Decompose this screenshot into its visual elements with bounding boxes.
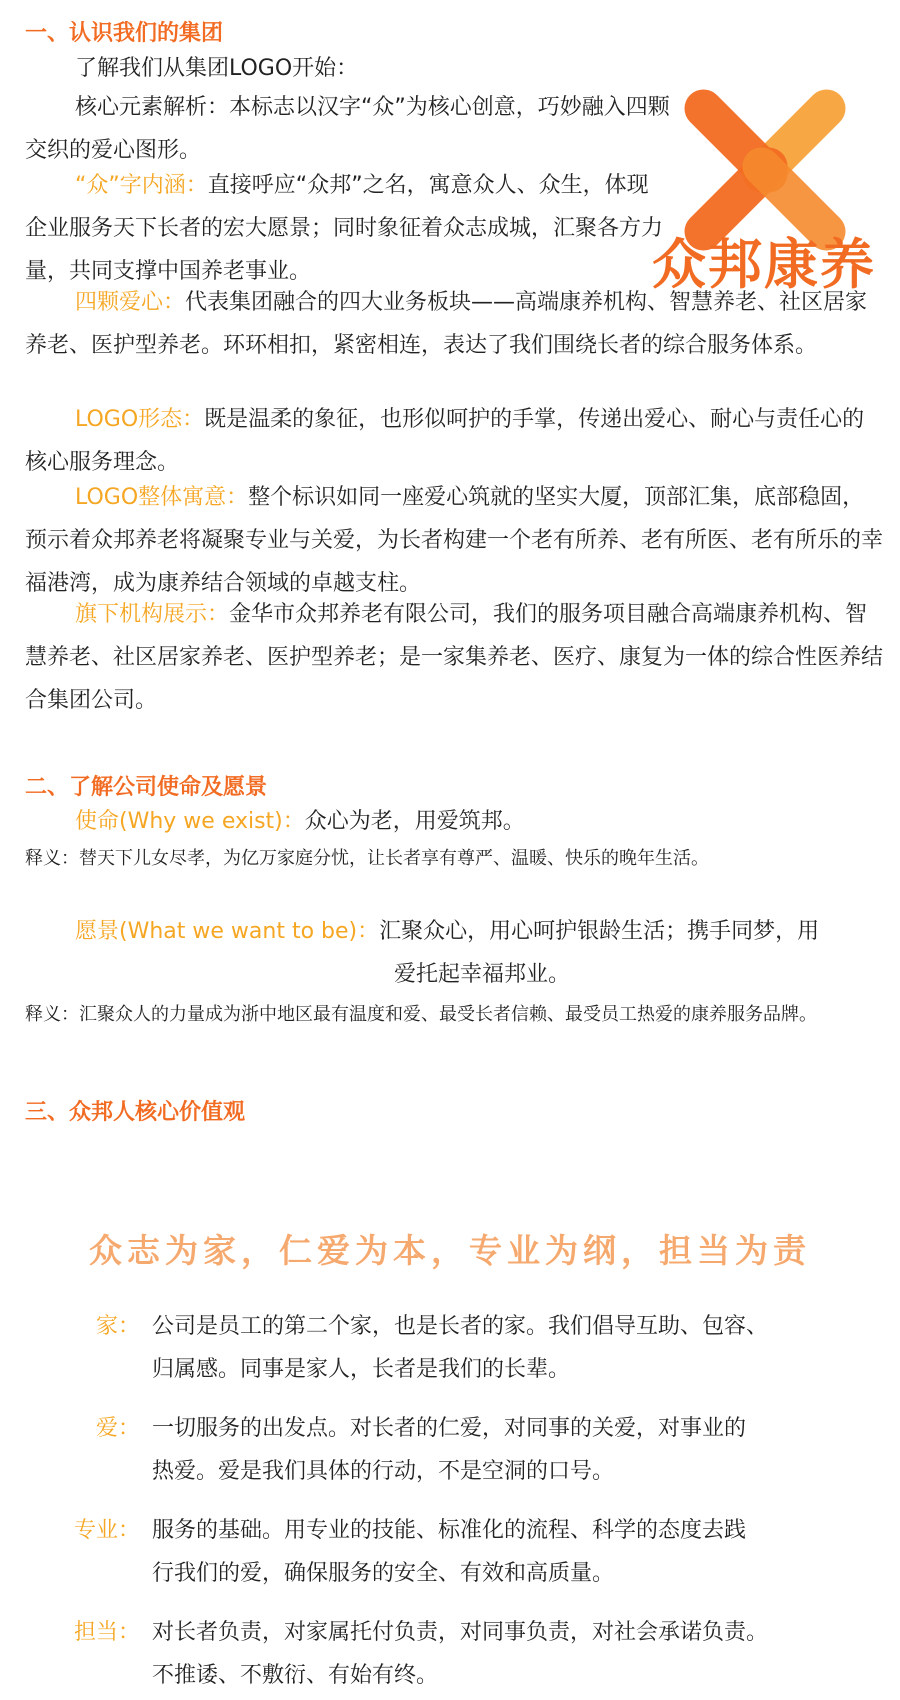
intro-text: 了解我们从集团LOGO开始：: [75, 56, 359, 81]
value-professional-line2: 行我们的爱，确保服务的安全、有效和高质量。: [152, 1561, 615, 1586]
value-home-text: [152, 1305, 832, 1391]
value-responsibility-text: [152, 1611, 832, 1697]
mission-line: [75, 800, 525, 843]
value-love-text: [152, 1407, 832, 1493]
value-responsibility-label: 担当：: [73, 1620, 140, 1645]
vision-label: 愿景(What we want to be)：: [75, 919, 380, 944]
logo-meaning-paragraph: [25, 476, 885, 605]
mission-label: 使命(Why we exist)：: [75, 809, 305, 834]
core-values-banner: 众志为家，仁爱为本，专业为纲，担当为责: [89, 1231, 811, 1270]
logo-shape-paragraph: [25, 398, 885, 484]
value-professional-label: 专业：: [73, 1518, 140, 1543]
vision-text-line1: 汇聚众心，用心呵护银龄生活；携手同梦，用: [379, 919, 820, 944]
zhong-meaning-label: “众”字内涵：: [75, 173, 208, 198]
logo-wordmark: 众邦康养: [652, 233, 876, 296]
vision-line: [75, 910, 819, 953]
vision-note: 释义：汇聚众人的力量成为浙中地区最有温度和爱、最受长者信赖、最受员工热爱的康养服务品牌。: [25, 1004, 817, 1025]
value-responsibility-line2: 不推诿、不敷衍、有始有终。: [152, 1663, 439, 1688]
value-home-line1: 公司是员工的第二个家，也是长者的家。我们倡导互助、包容、: [152, 1314, 769, 1339]
value-love-line1: 一切服务的出发点。对长者的仁爱，对同事的关爱，对事业的: [152, 1416, 747, 1441]
value-professional-text: [152, 1509, 832, 1595]
logo-meaning-text: 整个标识如同一座爱心筑就的坚实大厦，顶部汇集，底部稳固，预示着众邦养老将凝聚专业与关爱，为长者构建一个老有所养、老有所医、老有所乐的幸福港湾，成为康养结合领域的卓越支柱。: [25, 485, 884, 596]
core-element-paragraph: [25, 86, 670, 172]
vision-text-line2: 爱托起幸福邦业。: [394, 962, 571, 987]
logo-shape-text: 既是温柔的象征，也形似呵护的手掌，传递出爱心、耐心与责任心的核心服务理念。: [25, 407, 865, 475]
institutions-text: 金华市众邦养老有限公司，我们的服务项目融合高端康养机构、智慧养老、社区居家养老、医护型养老；是一家集养老、医疗、康复为一体的综合性医养结合集团公司。: [25, 602, 884, 713]
value-home-label: 家：: [95, 1314, 140, 1339]
logo-shape-label: LOGO形态：: [75, 407, 205, 432]
zhong-meaning-text: 直接呼应“众邦”之名，寓意众人、众生，体现企业服务天下长者的宏大愿景；同时象征着众志成城，汇聚各方力量，共同支撑中国养老事业。: [25, 173, 664, 284]
core-element-text: 核心元素解析：本标志以汉字“众”为核心创意，巧妙融入四颗交织的爱心图形。: [25, 95, 670, 163]
value-love-label: 爱：: [95, 1416, 140, 1441]
value-love-line2: 热爱。爱是我们具体的行动，不是空洞的口号。: [152, 1459, 615, 1484]
section3-heading: 三、众邦人核心价值观: [25, 1100, 246, 1125]
zhong-meaning-paragraph: [25, 164, 670, 293]
four-hearts-label: 四颗爱心：: [75, 290, 186, 315]
section1-intro: [25, 47, 670, 90]
institutions-paragraph: [25, 593, 885, 722]
institutions-label: 旗下机构展示：: [75, 602, 230, 627]
mission-note: 释义：替天下儿女尽孝，为亿万家庭分忧，让长者享有尊严、温暖、快乐的晚年生活。: [25, 848, 709, 869]
mission-text: 众心为老，用爱筑邦。: [304, 809, 525, 834]
value-professional-line1: 服务的基础。用专业的技能、标准化的流程、科学的态度去践: [152, 1518, 747, 1543]
section2-heading: 二、了解公司使命及愿景: [25, 775, 268, 800]
logo-meaning-label: LOGO整体寓意：: [75, 485, 249, 510]
four-hearts-text: 代表集团融合的四大业务板块——高端康养机构、智慧养老、社区居家养老、医护型养老。环环相扣，紧密相连，表达了我们围绕长者的综合服务体系。: [25, 290, 868, 358]
value-home-line2: 归属感。同事是家人，长者是我们的长辈。: [152, 1357, 571, 1382]
value-responsibility-line1: 对长者负责，对家属托付负责，对同事负责，对社会承诺负责。: [152, 1620, 769, 1645]
section1-heading: 一、认识我们的集团: [25, 21, 224, 46]
